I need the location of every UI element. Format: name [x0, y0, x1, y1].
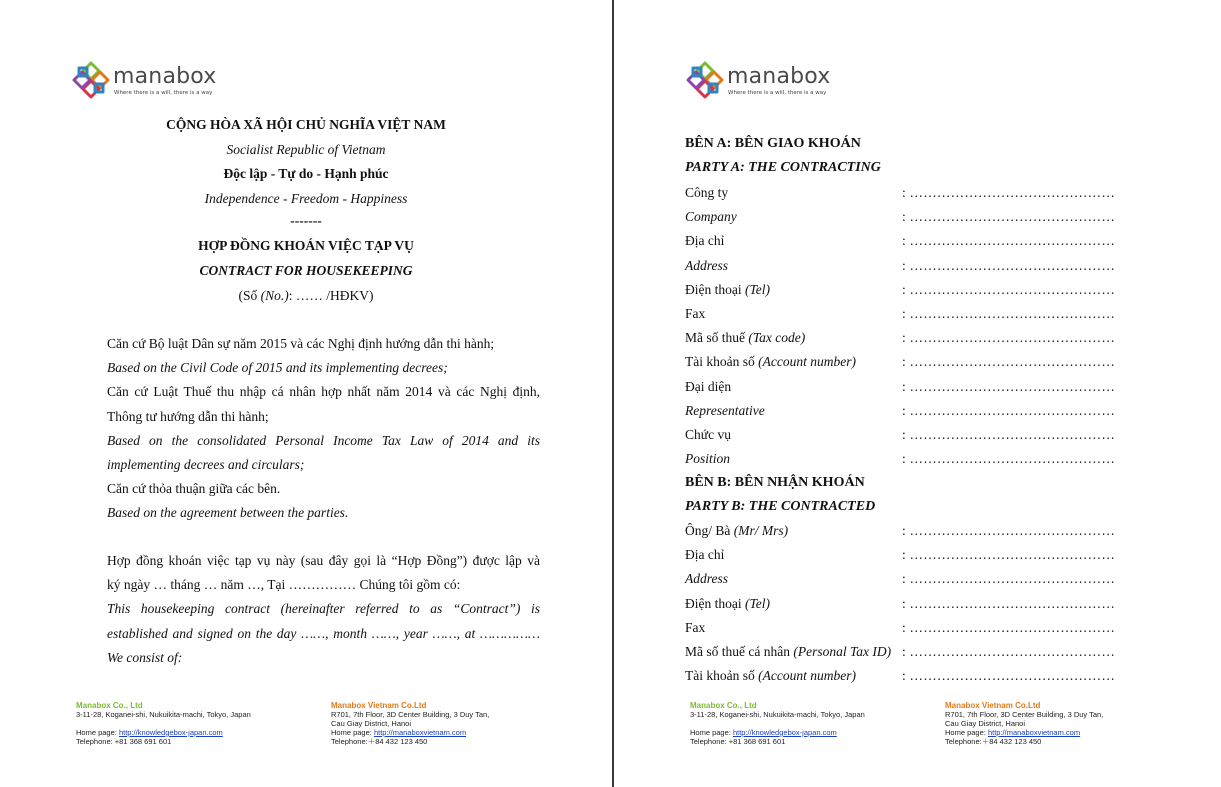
party-b-field-label — [685, 547, 724, 563]
country-name-en: Socialist Republic of Vietnam — [226, 142, 386, 157]
legal-basis-line: Căn cứ Bộ luật Dân sự năm 2015 và các Nghị định hướng dẫn thi hành; — [107, 336, 495, 351]
document-page-2 — [614, 0, 1221, 787]
footer-jp-homepage — [690, 728, 865, 737]
party-a-field-label-vi: Mã số thuế — [685, 330, 749, 346]
footer-jp-homepage — [76, 728, 251, 737]
party-b-field-label-en: (Tel) — [745, 595, 771, 611]
party-b-field-row — [685, 644, 1155, 664]
party-a-field-row — [685, 185, 1155, 205]
party-b-field-blank[interactable]: : ……………………………………… — [902, 595, 1116, 611]
party-a-field-label-vi: Địa chỉ — [685, 233, 725, 249]
party-a-field-blank[interactable]: : ……………………………………… — [902, 427, 1116, 442]
party-a-field-row — [685, 379, 1155, 399]
legal-basis-line: Based on the Civil Code of 2015 and its implementing decrees; — [107, 360, 448, 376]
footer-vn-company: Manabox Vietnam Co.Ltd — [331, 701, 427, 710]
party-a-field-row — [685, 451, 1155, 471]
party-a-heading-vi: BÊN A: BÊN GIAO KHOÁN — [685, 136, 861, 151]
footer-jp-phone: Telephone: +81 368 691 601 — [76, 737, 172, 746]
party-a-field-blank[interactable]: : ……………………………………… — [902, 306, 1116, 321]
party-a-field-blank[interactable]: : ……………………………………… — [902, 378, 1116, 394]
party-a-field-label-vi: Representative — [685, 402, 765, 418]
party-a-field-blank[interactable]: : ……………………………………… — [902, 233, 1116, 249]
party-a-field-label — [685, 427, 731, 443]
legal-basis-line: implementing decrees and circulars; — [107, 457, 305, 473]
party-b-field-row — [685, 547, 1155, 567]
party-a-field-label-vi: Company — [685, 209, 737, 225]
footer-jp-company: Manabox Co., Ltd — [76, 701, 143, 710]
party-a-field-row — [685, 427, 1155, 447]
party-a-field-label — [685, 282, 770, 298]
party-a-field-label — [685, 233, 724, 249]
party-a-field-blank[interactable]: : ……………………………………… — [902, 185, 1116, 200]
footer-vn-homepage-link[interactable]: http://manaboxvietnam.com — [987, 728, 1081, 737]
party-b-field-blank[interactable]: : ……………………………………… — [902, 668, 1116, 684]
party-b-field-label — [685, 523, 788, 539]
footer-japan — [76, 701, 251, 746]
intro-line: ký ngày … tháng … năm …, Tại …………… Chúng tôi gồm có: — [107, 577, 461, 593]
footer-jp-address: 3-11-28, Koganei-shi, Nukuikita-machi, Tokyo, Japan — [690, 710, 865, 719]
party-b-field-row — [685, 668, 1155, 688]
party-a-field-label — [685, 330, 805, 346]
footer-vn-phone: Telephone:＋84 432 123 450 — [945, 737, 1042, 746]
footer-vn-address-1: R701, 7th Floor, 3D Center Building, 3 Duy Tan, — [331, 710, 490, 719]
contract-number-suffix: : …… /HĐKV) — [288, 288, 374, 303]
intro-line: This housekeeping contract (hereinafter referred to as “Contract”) is — [107, 601, 540, 617]
party-b-field-blank[interactable]: : ……………………………………… — [902, 547, 1116, 563]
legal-basis-line: Based on the consolidated Personal Income Tax Law of 2014 and its — [107, 432, 540, 448]
intro-line: We consist of: — [107, 649, 183, 665]
party-b-field-blank[interactable]: : ……………………………………… — [902, 619, 1116, 635]
party-a-field-blank[interactable]: : ……………………………………… — [902, 354, 1116, 370]
party-b-field-label-en: (Account number) — [758, 668, 856, 684]
party-a-field-row — [685, 330, 1155, 350]
footer-vn-address-2: Cau Giay District, Hanoi — [331, 719, 412, 728]
footer-vn-homepage-label: Home page: — [331, 728, 374, 737]
party-a-field-row — [685, 233, 1155, 253]
party-a-field-blank[interactable]: : ……………………………………… — [902, 257, 1116, 273]
party-a-field-label-en: (Tax code) — [748, 330, 806, 346]
party-b-field-label-vi: Address — [685, 571, 728, 587]
logo-wordmark: manabox — [727, 64, 831, 89]
contract-number-no: (No.) — [260, 288, 289, 303]
party-b-field-blank[interactable]: : ……………………………………… — [902, 644, 1116, 659]
party-b-field-label-vi: Ông/ Bà — [685, 523, 734, 538]
party-a-field-label — [685, 451, 730, 467]
motto-vi: Độc lập - Tự do - Hạnh phúc — [223, 166, 389, 181]
footer-jp-homepage-link[interactable]: http://knowledgebox-japan.com — [732, 728, 837, 737]
party-a-field-label — [685, 209, 737, 225]
party-b-field-label — [685, 644, 891, 660]
party-a-field-label-vi: Position — [685, 451, 731, 467]
party-b-field-row — [685, 571, 1155, 591]
footer-vn-address-1: R701, 7th Floor, 3D Center Building, 3 Duy Tan, — [945, 710, 1104, 719]
footer-vn-address-2: Cau Giay District, Hanoi — [945, 719, 1026, 728]
footer-japan — [690, 701, 865, 746]
party-b-field-row — [685, 596, 1155, 616]
party-a-field-label-vi: Công ty — [685, 185, 729, 200]
footer-jp-address: 3-11-28, Koganei-shi, Nukuikita-machi, Tokyo, Japan — [76, 710, 251, 719]
manabox-logo — [71, 60, 271, 100]
party-a-field-blank[interactable]: : ……………………………………… — [902, 402, 1116, 418]
party-a-field-label-vi: Fax — [685, 306, 706, 321]
legal-basis-line: Thông tư hướng dẫn thi hành; — [107, 408, 269, 424]
party-a-field-label — [685, 379, 731, 395]
legal-basis-line: Based on the agreement between the parties. — [107, 505, 349, 521]
footer-jp-company: Manabox Co., Ltd — [690, 701, 757, 710]
logo-tagline: Where there is a will, there is a way — [114, 90, 213, 96]
contract-title-en: CONTRACT FOR HOUSEKEEPING — [199, 263, 413, 278]
footer-vn-homepage — [945, 728, 1103, 737]
motto-en: Independence - Freedom - Happiness — [204, 191, 408, 206]
footer-vn-homepage-link[interactable]: http://manaboxvietnam.com — [373, 728, 467, 737]
party-a-field-row — [685, 258, 1155, 278]
party-b-field-label-vi: Mã số thuế cá nhân — [685, 644, 794, 659]
party-b-field-label — [685, 620, 705, 636]
party-a-heading-en: PARTY A: THE CONTRACTING — [685, 160, 881, 175]
manabox-logo — [685, 60, 885, 100]
party-a-field-label-vi: Tài khoản số — [685, 354, 759, 370]
legal-basis-line: Căn cứ Luật Thuế thu nhập cá nhân hợp nhất năm 2014 và các Nghị định, — [107, 384, 540, 400]
intro-line: Hợp đồng khoán việc tạp vụ này (sau đây gọi là “Hợp Đồng”) được lập và — [107, 553, 540, 568]
country-name-vi: CỘNG HÒA XÃ HỘI CHỦ NGHĨA VIỆT NAM — [166, 117, 446, 132]
party-a-field-blank[interactable]: : ……………………………………… — [902, 209, 1116, 225]
party-a-field-row — [685, 209, 1155, 229]
manabox-flower-icon — [71, 60, 111, 100]
party-b-field-label-vi: Fax — [685, 619, 706, 635]
party-b-field-label-en: (Mr/ Mrs) — [733, 523, 789, 538]
party-b-heading-en: PARTY B: THE CONTRACTED — [685, 499, 876, 514]
party-a-field-row — [685, 403, 1155, 423]
footer-vietnam — [945, 701, 1103, 746]
logo-tagline: Where there is a will, there is a way — [728, 90, 827, 96]
party-a-field-label — [685, 306, 705, 322]
party-a-field-label — [685, 354, 856, 370]
contract-intro — [107, 549, 540, 670]
footer-jp-homepage-label: Home page: — [690, 728, 733, 737]
party-b-heading-vi: BÊN B: BÊN NHẬN KHOÁN — [685, 475, 865, 490]
party-a-field-blank[interactable]: : ……………………………………… — [902, 451, 1116, 467]
legal-basis-line: Căn cứ thỏa thuận giữa các bên. — [107, 481, 281, 497]
footer-vn-homepage-label: Home page: — [945, 728, 988, 737]
party-a-field-label-vi: Chức vụ — [685, 427, 731, 442]
party-b-field-row — [685, 523, 1155, 543]
header-separator: ------- — [290, 213, 322, 228]
contract-number-prefix: (Số — [238, 288, 261, 303]
party-b-field-label-en: (Personal Tax ID) — [793, 644, 892, 659]
party-a-field-row — [685, 282, 1155, 302]
party-a-field-blank[interactable]: : ……………………………………… — [902, 281, 1116, 297]
party-b-field-label — [685, 571, 728, 587]
party-b-field-label-vi: Tài khoản số — [685, 668, 759, 684]
party-a-field-label — [685, 258, 728, 274]
intro-line: established and signed on the day ……, month ……, year ……, at …………… — [107, 625, 540, 641]
party-b-field-label — [685, 596, 770, 612]
party-a-field-row — [685, 354, 1155, 374]
party-a-field-label-vi: Address — [685, 257, 728, 273]
party-a-field-label-en: (Account number) — [758, 354, 856, 370]
footer-vn-company: Manabox Vietnam Co.Ltd — [945, 701, 1041, 710]
party-a-field-label — [685, 185, 728, 201]
party-a-field-label-vi: Đại diện — [685, 378, 732, 394]
party-b-field-label-vi: Địa chỉ — [685, 547, 725, 563]
footer-jp-homepage-link[interactable]: http://knowledgebox-japan.com — [118, 728, 223, 737]
party-a-field-blank[interactable]: : ……………………………………… — [902, 330, 1116, 346]
party-a-field-label-vi: Điện thoại — [685, 281, 745, 297]
manabox-flower-icon — [685, 60, 725, 100]
legal-bases — [107, 332, 540, 526]
footer-jp-homepage-label: Home page: — [76, 728, 119, 737]
contract-title-vi: HỢP ĐỒNG KHOÁN VIỆC TẠP VỤ — [198, 238, 414, 253]
party-b-field-label — [685, 668, 856, 684]
footer-vietnam — [331, 701, 489, 746]
party-b-field-row — [685, 620, 1155, 640]
footer-vn-homepage — [331, 728, 489, 737]
party-a-field-label — [685, 403, 765, 419]
contract-number — [0, 288, 612, 304]
party-b-field-blank[interactable]: : ……………………………………… — [902, 571, 1116, 587]
footer-jp-phone: Telephone: +81 368 691 601 — [690, 737, 786, 746]
footer-vn-phone: Telephone:＋84 432 123 450 — [331, 737, 428, 746]
party-a-field-label-en: (Tel) — [745, 281, 771, 297]
party-b-field-label-vi: Điện thoại — [685, 595, 745, 611]
party-a-field-row — [685, 306, 1155, 326]
party-b-field-blank[interactable]: : ……………………………………… — [902, 523, 1116, 538]
logo-wordmark: manabox — [113, 64, 217, 89]
